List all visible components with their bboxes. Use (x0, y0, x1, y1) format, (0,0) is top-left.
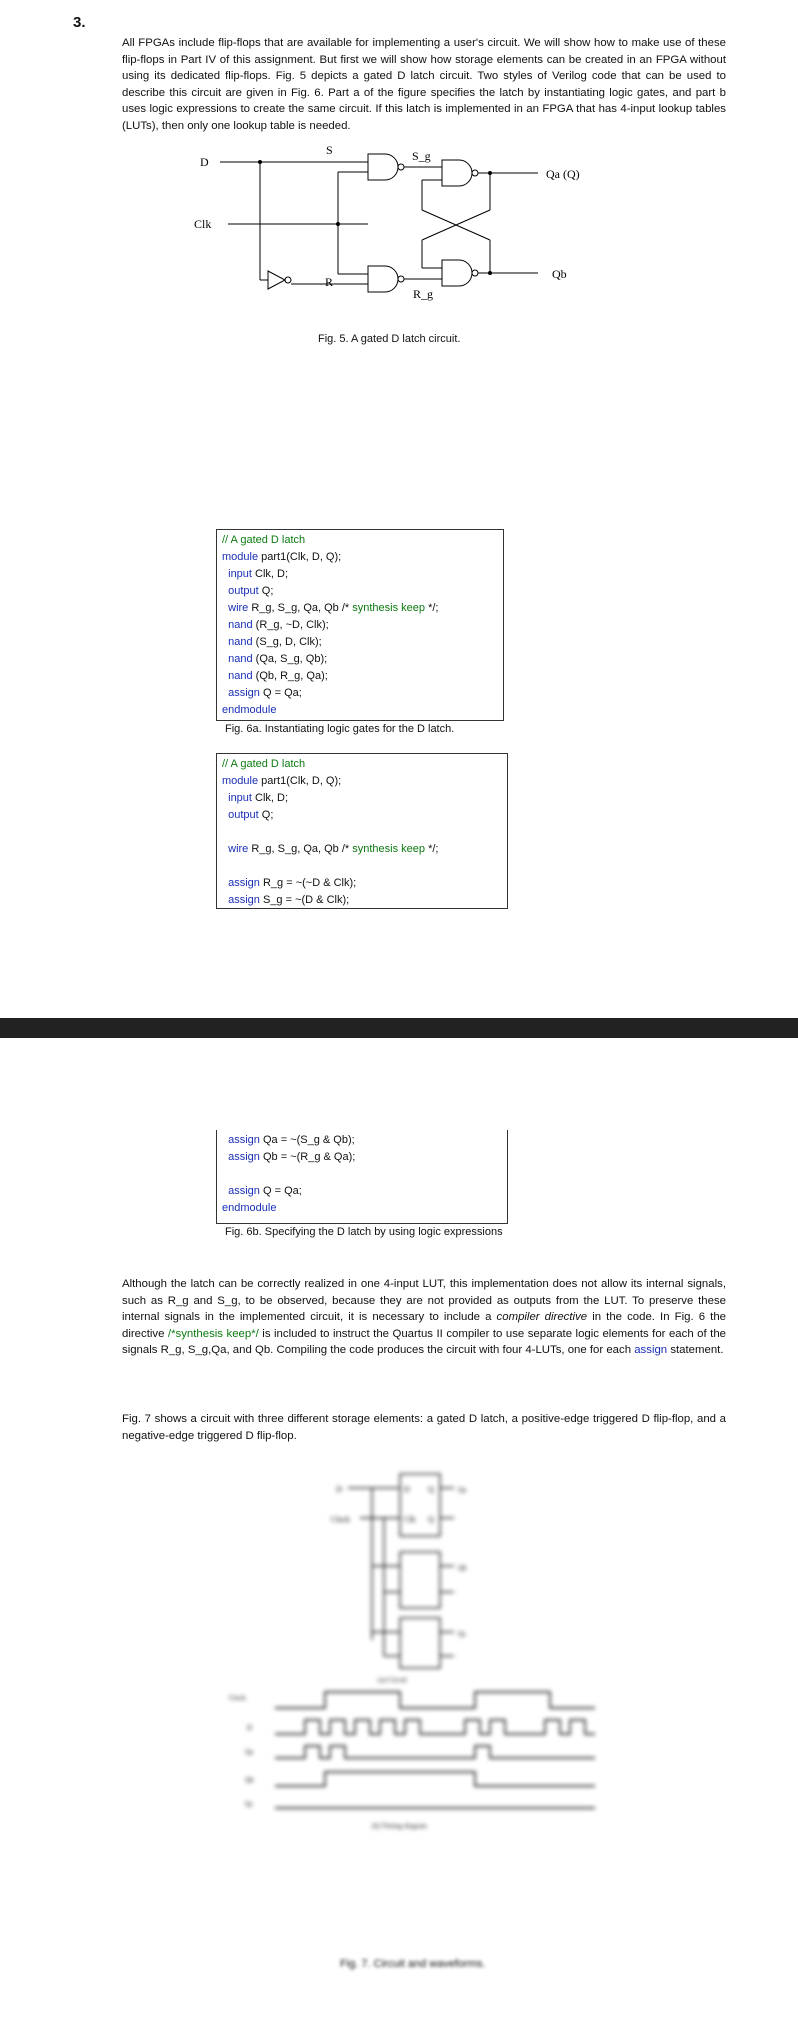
fig7-timing-diagram (225, 1690, 605, 1815)
explanation-text: statement. (667, 1344, 724, 1357)
fig5-label-s-g: S_g (412, 149, 431, 163)
kw-module: module (222, 551, 259, 563)
wave-qa-label: Qa (245, 1748, 254, 1756)
wave-clock-label: Clock (229, 1694, 246, 1702)
fig7-circuit (320, 1470, 480, 1670)
code-comment: // A gated D latch (222, 758, 306, 770)
kw-wire: wire (228, 602, 249, 614)
kw-assign: assign (228, 1134, 260, 1146)
question-number: 3. (73, 14, 86, 31)
nand-statement: (Qb, R_g, Qa); (252, 670, 328, 682)
assign-statement: S_g = ~(D & Clk); (259, 894, 350, 906)
nand-statement: (R_g, ~D, Clk); (252, 619, 329, 631)
fig6a-caption: Fig. 6a. Instantiating logic gates for the D latch. (225, 723, 455, 735)
nand-statement: (Qa, S_g, Qb); (252, 653, 328, 665)
kw-assign: assign (228, 1151, 260, 1163)
kw-wire: wire (228, 843, 249, 855)
assign-keyword: assign (634, 1344, 668, 1357)
fig7-subcaption-b: (b) Timing diagram (372, 1822, 427, 1830)
kw-assign: assign (228, 894, 260, 906)
wire-list: R_g, S_g, Qa, Qb /* (248, 843, 353, 855)
assign-statement: Qa = ~(S_g & Qb); (259, 1134, 355, 1146)
input-list: Clk, D; (251, 568, 289, 580)
fig6b-code-box-top (216, 753, 508, 909)
kw-endmodule: endmodule (222, 1202, 277, 1214)
assign-statement: Q = Qa; (259, 1185, 302, 1197)
wave-qc-label: Qc (245, 1800, 254, 1808)
explanation-text: Although the latch can be correctly realized in one 4-input LUT, this implementation does not allow its internal signals, such as R_g and S_g, to be observed, because they are not provided as outputs from the LUT. To preserve these internal signals in the implemented circuit, it is necessary to include a (122, 1278, 726, 1324)
wire-end: */; (425, 843, 439, 855)
assign-statement: Q = Qa; (259, 687, 302, 699)
output-list: Q; (258, 809, 274, 821)
kw-nand: nand (228, 670, 253, 682)
intro-paragraph: All FPGAs include flip-flops that are available for implementing a user's circuit. We will show how to make use of these flip-flops in Part IV of this assignment. But first we will show how storage elements can be created in an FPGA without using its dedicated flip-flops. Fig. 5 depicts a gated D latch circuit. Two styles of Verilog code that can be used to describe this circuit are given in Fig. 6. Part a of the figure specifies the latch by instantiating logic gates, and part b uses logic expressions to create the same circuit. If this latch is implemented in an FPGA that has 4-input lookup tables (LUTs), then only one lookup table is needed. (122, 37, 726, 132)
fig7-intro: Fig. 7 shows a circuit with three different storage elements: a gated D latch, a positive-edge triggered D flip-flop, and a negative-edge triggered D flip-flop. (122, 1413, 726, 1442)
explanation-text: is included to instruct the Quartus II compiler to use separate logic elements for each of the signals R_g, S_g,Qa, and Qb. Compiling the code produces the circuit with four 4-LUTs, one for each (122, 1327, 726, 1357)
fig7-caption: Fig. 7. Circuit and waveforms. (340, 1958, 486, 1970)
wave-d-label: D (247, 1724, 253, 1732)
fig6b-code-box-bottom (216, 1130, 508, 1224)
kw-nand: nand (228, 653, 253, 665)
fig5-label-clk: Clk (194, 217, 212, 231)
kw-module: module (222, 775, 259, 787)
fig7-qb-label: Qb (458, 1564, 467, 1572)
kw-nand: nand (228, 619, 253, 631)
page-break-divider (0, 1018, 798, 1038)
nand-statement: (S_g, D, Clk); (252, 636, 322, 648)
output-list: Q; (258, 585, 274, 597)
compiler-directive-term: compiler directive (496, 1311, 588, 1324)
fig7-ff-d-label: D (404, 1485, 410, 1494)
kw-assign: assign (228, 877, 260, 889)
fig5-label-d: D (200, 155, 209, 169)
wire-list: R_g, S_g, Qa, Qb /* (248, 602, 353, 614)
fig5-latch-schematic (190, 140, 610, 305)
fig7-ff-clk-label: Clk (404, 1515, 416, 1524)
fig5-label-r-g: R_g (413, 287, 434, 301)
synthesis-keep: synthesis keep (352, 843, 426, 855)
fig5-label-r: R (325, 275, 334, 289)
kw-output: output (228, 809, 259, 821)
module-signature: part1(Clk, D, Q); (258, 551, 342, 563)
kw-output: output (228, 585, 259, 597)
fig7-d-label: D (336, 1485, 342, 1494)
wire-end: */; (425, 602, 439, 614)
input-list: Clk, D; (251, 792, 289, 804)
fig7-ff-qbar-label: Q (428, 1515, 434, 1524)
fig5-label-s: S (326, 143, 333, 157)
kw-input: input (228, 792, 252, 804)
fig5-label-qb: Qb (552, 267, 567, 281)
synthesis-keep-directive: /*synthesis keep*/ (167, 1327, 259, 1340)
fig6b-caption: Fig. 6b. Specifying the D latch by using logic expressions (225, 1226, 503, 1238)
fig6a-code-box (216, 529, 504, 721)
fig7-clock-label: Clock (330, 1515, 350, 1524)
kw-endmodule: endmodule (222, 704, 277, 716)
fig5-label-qa: Qa (Q) (546, 167, 580, 181)
explanation-paragraph (122, 1276, 726, 1359)
assign-statement: Qb = ~(R_g & Qa); (259, 1151, 356, 1163)
kw-input: input (228, 568, 252, 580)
fig7-ff-q-label: Q (428, 1485, 434, 1494)
wave-qb-label: Qb (245, 1776, 254, 1784)
fig5-caption: Fig. 5. A gated D latch circuit. (318, 333, 461, 345)
assign-statement: R_g = ~(~D & Clk); (259, 877, 357, 889)
code-comment: // A gated D latch (222, 534, 306, 546)
module-signature: part1(Clk, D, Q); (258, 775, 342, 787)
explanation-text: in the code. In Fig. 6 the directive (122, 1311, 726, 1340)
kw-assign: assign (228, 1185, 260, 1197)
kw-assign: assign (228, 687, 260, 699)
kw-nand: nand (228, 636, 253, 648)
fig7-qa-label: Qa (458, 1486, 467, 1494)
fig7-subcaption-a: (a) Circuit (378, 1676, 407, 1684)
synthesis-keep: synthesis keep (352, 602, 426, 614)
fig7-qc-label: Qc (458, 1630, 467, 1638)
